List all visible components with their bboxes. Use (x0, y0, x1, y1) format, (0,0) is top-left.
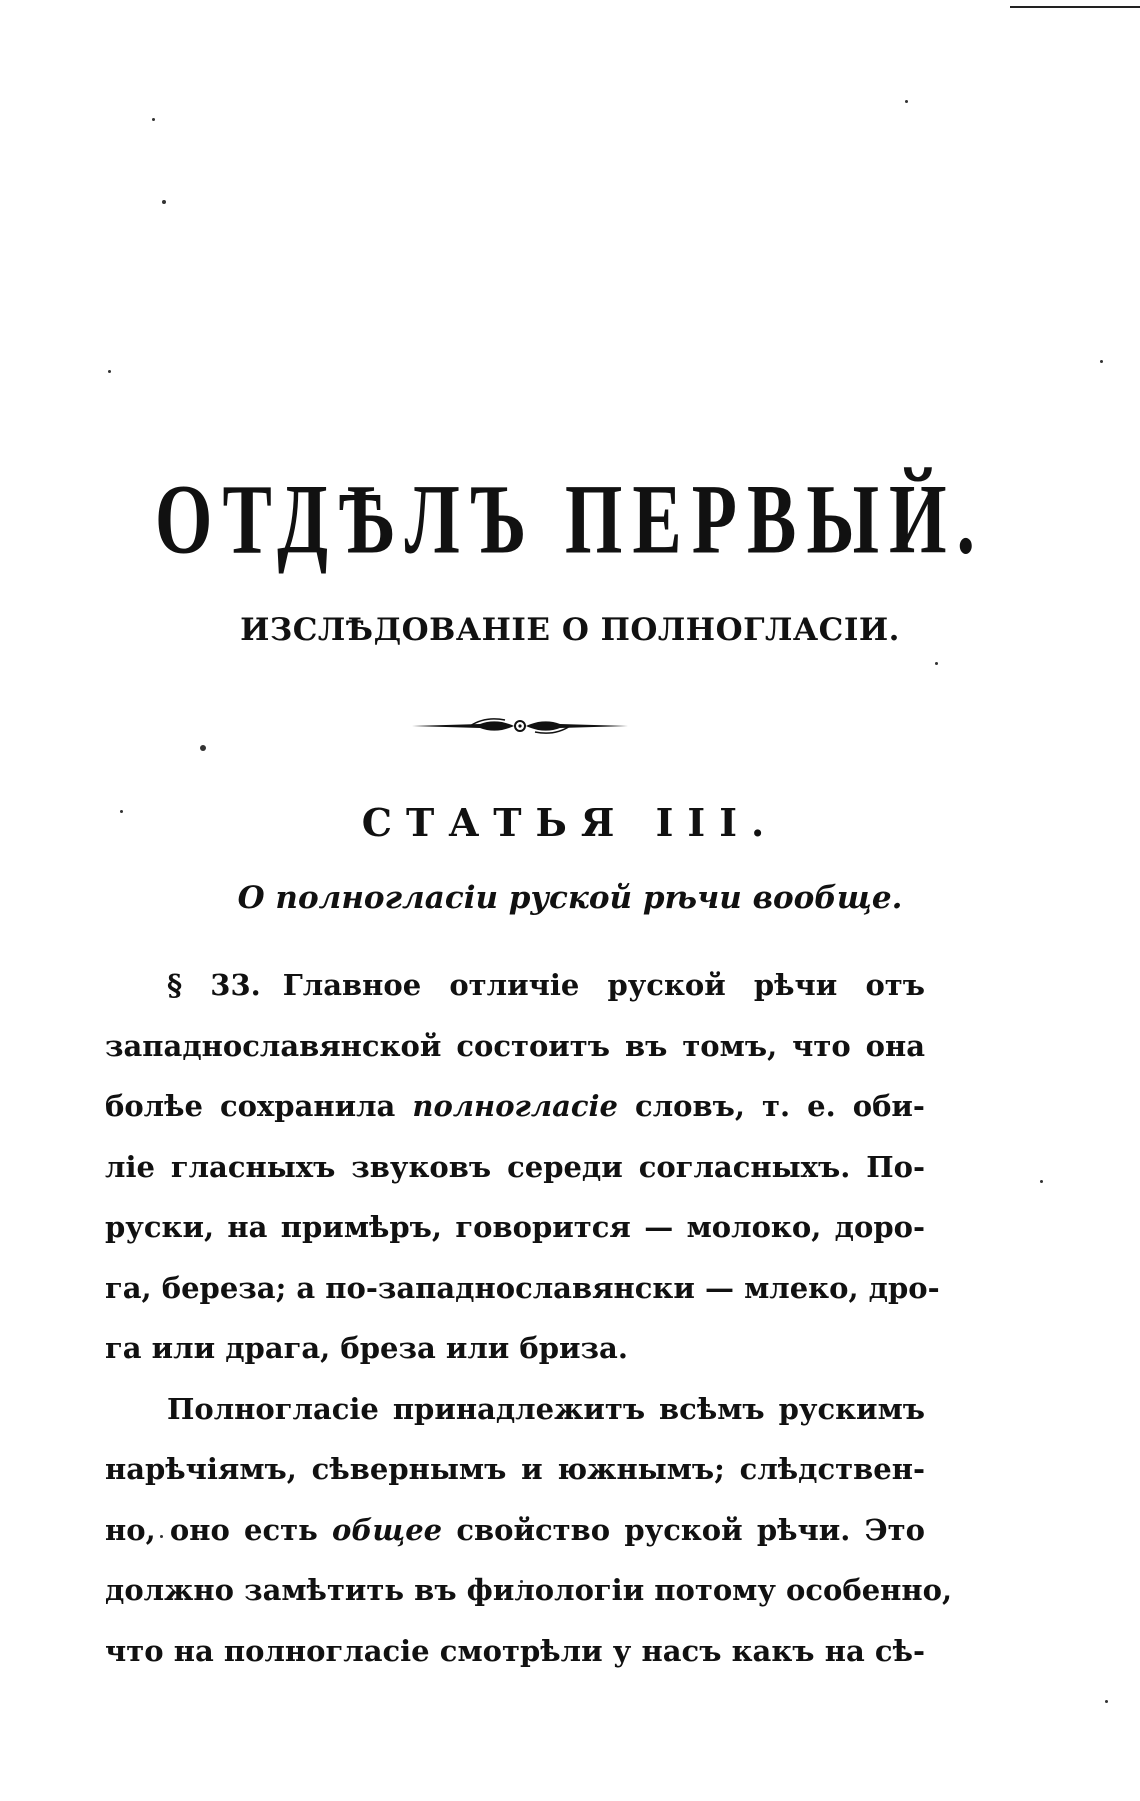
ornament-divider (410, 712, 630, 740)
paragraph-line: что на полногласіе смотрѣли у насъ какъ на сѣ- (105, 1633, 925, 1668)
paragraph-number: § 33. (167, 968, 261, 1002)
section-heading: ОТДѢЛЪ ПЕРВЫЙ. (154, 464, 986, 576)
scan-speck (1040, 1180, 1043, 1183)
emphasized-term: общее (332, 1512, 443, 1547)
paragraph-line: западнославянской состоитъ въ томъ, что она (105, 1028, 925, 1063)
scan-speck (905, 100, 908, 103)
scan-speck (152, 118, 155, 121)
body-text (105, 955, 953, 1681)
paragraph-line: Полногласіе принадлежитъ всѣмъ рускимъ (167, 1391, 925, 1426)
paragraph-line: болѣе сохранила полногласіе словъ, т. е. оби- (105, 1089, 925, 1123)
scan-speck (200, 745, 206, 751)
paragraph-line: руски, на примѣръ, говорится — молоко, доро- (105, 1210, 925, 1244)
scan-speck (1100, 360, 1103, 363)
paragraph-line: ліе гласныхъ звуковъ середи согласныхъ. По- (105, 1149, 925, 1184)
paragraph-line: га, береза; а по-западнославянски — млеко, дро- (105, 1270, 940, 1305)
scan-speck (108, 370, 111, 373)
paragraph-line: § 33. Главное отличіе руской рѣчи отъ (167, 968, 925, 1002)
scan-speck (935, 662, 938, 665)
scan-speck (1105, 1700, 1108, 1703)
scan-speck (162, 200, 166, 204)
article-title: О полногласіи руской рѣчи вообще. (237, 880, 903, 916)
section-subtitle: ИЗСЛѢДОВАНІЕ О ПОЛНОГЛАСІИ. (240, 612, 900, 648)
paragraph-line: но, оно есть общее свойство руской рѣчи. Это (105, 1512, 925, 1547)
paragraph-line: га или драга, бреза или бриза. (105, 1331, 628, 1365)
paragraph-line: должно замѣтить въ филологіи потому особенно, (105, 1573, 953, 1607)
emphasized-term: полногласіе (412, 1089, 618, 1123)
scan-edge-rule (1010, 6, 1140, 8)
paragraph-line: нарѣчіямъ, сѣвернымъ и южнымъ; слѣдствен- (105, 1452, 925, 1486)
article-heading: СТАТЬЯ III. (361, 800, 779, 845)
